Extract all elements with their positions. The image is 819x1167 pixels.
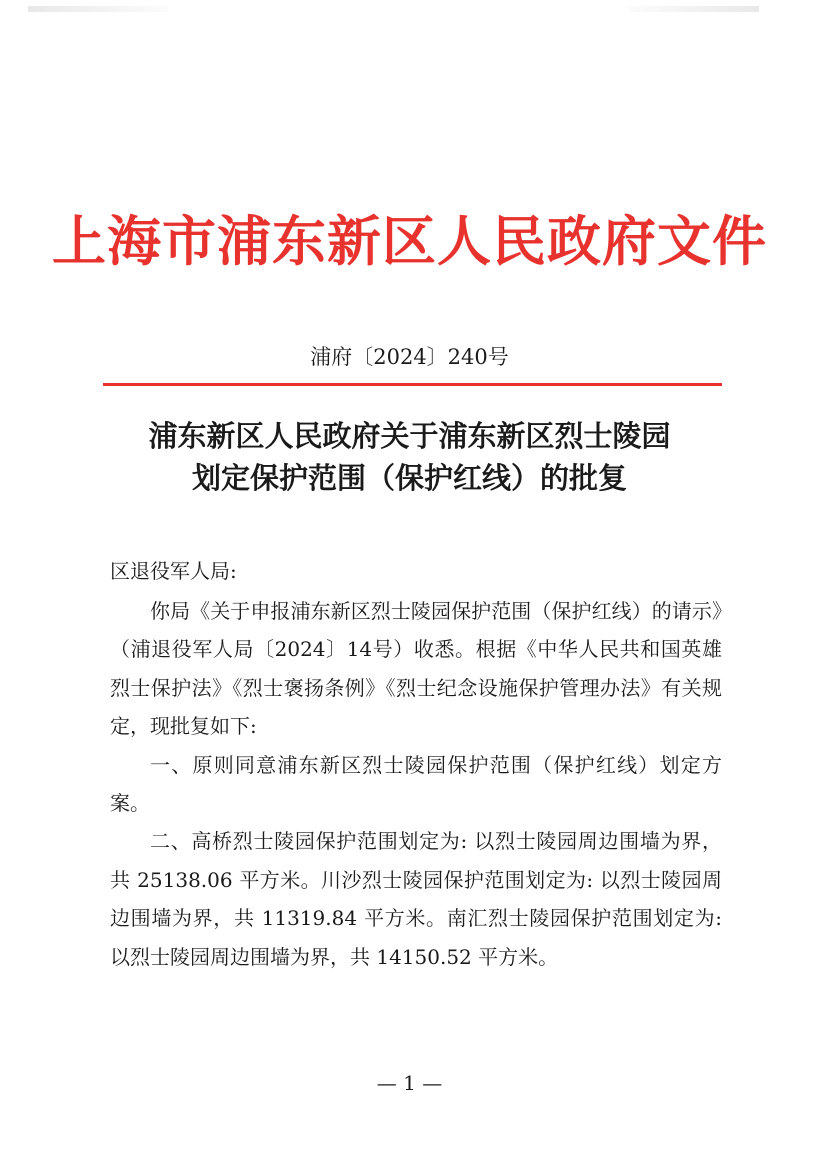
subject-title (60, 415, 759, 499)
page-number: — 1 — (376, 1071, 443, 1095)
body-paragraph: 二、高桥烈士陵园保护范围划定为: 以烈士陵园周边围墙为界，共 25138.06 平方米。川沙烈士陵园保护范围划定为: 以烈士陵园周边围墙为界，共 11319.84 平方米。南汇烈士陵园保护范围划定为: 以烈士陵园周边围墙为界，共 14150.52 平方米。 (110, 829, 722, 969)
scan-artifact (629, 6, 759, 12)
header-divider (103, 383, 722, 386)
body-paragraph: 你局《关于申报浦东新区烈士陵园保护范围（保护红线）的请示》（浦退役军人局〔2024〕14号）收悉。根据《中华人民共和国英雄烈士保护法》《烈士褒扬条例》《烈士纪念设施保护管理办法》有关规定，现批复如下: (110, 599, 722, 739)
document-number: 浦府〔2024〕240号 (310, 345, 509, 369)
scan-artifact (28, 6, 168, 12)
subject-title-line: 浦东新区人民政府关于浦东新区烈士陵园 (148, 419, 671, 453)
body-text (110, 592, 722, 976)
recipient: 区退役军人局: (110, 559, 237, 583)
body-paragraph: 一、原则同意浦东新区烈士陵园保护范围（保护红线）划定方案。 (110, 752, 722, 816)
document-header-title: 上海市浦东新区人民政府文件 (52, 209, 767, 273)
subject-title-line: 划定保护范围（保护红线）的批复 (191, 461, 627, 495)
